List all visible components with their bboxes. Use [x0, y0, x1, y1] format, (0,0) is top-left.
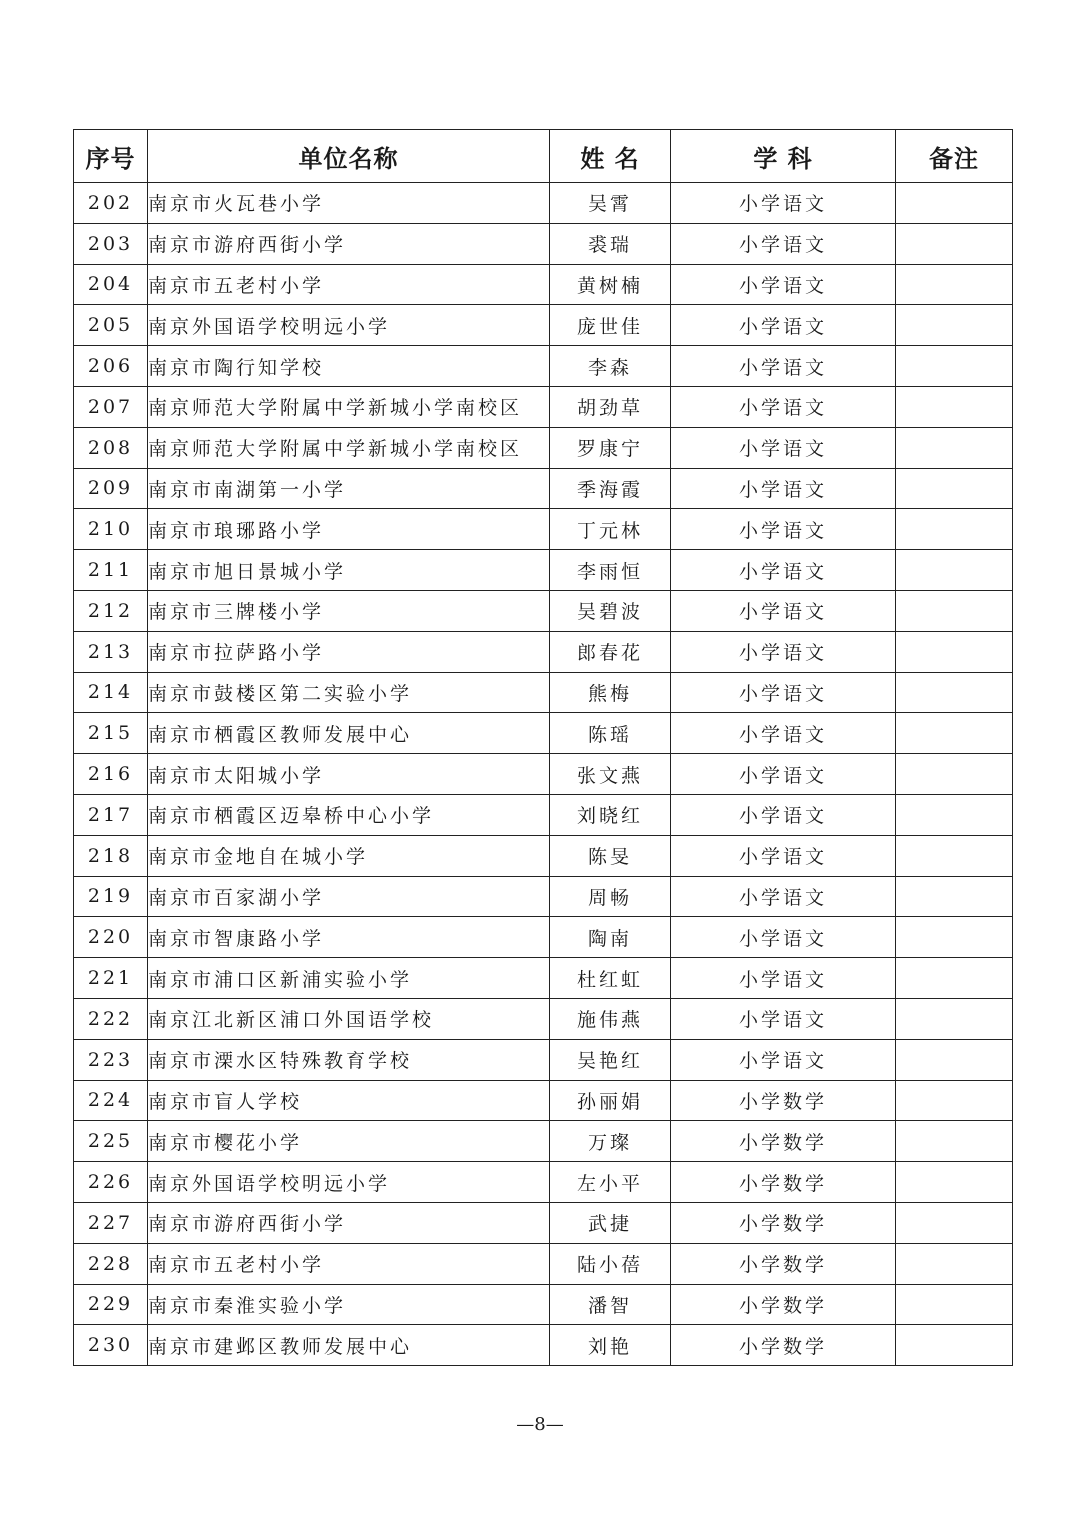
cell-serial-number: 202 — [74, 183, 148, 224]
cell-subject: 小学语文 — [671, 509, 896, 550]
cell-serial-number: 210 — [74, 509, 148, 550]
cell-person-name: 黄树楠 — [550, 264, 671, 305]
cell-subject: 小学语文 — [671, 631, 896, 672]
cell-serial-number: 216 — [74, 754, 148, 795]
roster-table — [73, 129, 1013, 1366]
cell-serial-number: 229 — [74, 1284, 148, 1325]
cell-person-name: 李森 — [550, 346, 671, 387]
table-row — [74, 1039, 1013, 1080]
page-number: —8— — [516, 1414, 564, 1435]
cell-subject: 小学数学 — [671, 1162, 896, 1203]
cell-unit-name: 南京市三牌楼小学 — [148, 590, 550, 631]
cell-unit-name: 南京市盲人学校 — [148, 1080, 550, 1121]
cell-remarks — [896, 427, 1013, 468]
cell-person-name: 刘艳 — [550, 1325, 671, 1366]
cell-person-name: 陈瑶 — [550, 713, 671, 754]
table-body — [74, 183, 1013, 1366]
cell-person-name: 庞世佳 — [550, 305, 671, 346]
cell-unit-name: 南京市鼓楼区第二实验小学 — [148, 672, 550, 713]
cell-serial-number: 203 — [74, 223, 148, 264]
cell-remarks — [896, 223, 1013, 264]
cell-serial-number: 227 — [74, 1202, 148, 1243]
cell-subject: 小学语文 — [671, 1039, 896, 1080]
cell-serial-number: 215 — [74, 713, 148, 754]
cell-unit-name: 南京市火瓦巷小学 — [148, 183, 550, 224]
cell-person-name: 裘瑞 — [550, 223, 671, 264]
cell-subject: 小学语文 — [671, 998, 896, 1039]
cell-remarks — [896, 794, 1013, 835]
cell-person-name: 潘智 — [550, 1284, 671, 1325]
table-row — [74, 835, 1013, 876]
cell-person-name: 李雨恒 — [550, 550, 671, 591]
cell-unit-name: 南京市太阳城小学 — [148, 754, 550, 795]
cell-remarks — [896, 509, 1013, 550]
cell-serial-number: 221 — [74, 958, 148, 999]
table-row — [74, 1243, 1013, 1284]
cell-subject: 小学数学 — [671, 1284, 896, 1325]
cell-serial-number: 226 — [74, 1162, 148, 1203]
table-row — [74, 590, 1013, 631]
cell-person-name: 左小平 — [550, 1162, 671, 1203]
cell-remarks — [896, 468, 1013, 509]
cell-person-name: 吴艳红 — [550, 1039, 671, 1080]
cell-subject: 小学语文 — [671, 183, 896, 224]
cell-remarks — [896, 386, 1013, 427]
cell-subject: 小学语文 — [671, 223, 896, 264]
cell-subject: 小学数学 — [671, 1243, 896, 1284]
table-row — [74, 1325, 1013, 1366]
table-row — [74, 509, 1013, 550]
cell-person-name: 武捷 — [550, 1202, 671, 1243]
table-row — [74, 346, 1013, 387]
table-row — [74, 305, 1013, 346]
cell-subject: 小学语文 — [671, 427, 896, 468]
cell-person-name: 杜红虹 — [550, 958, 671, 999]
table-row — [74, 1202, 1013, 1243]
cell-unit-name: 南京市游府西街小学 — [148, 1202, 550, 1243]
table-row — [74, 264, 1013, 305]
table-row — [74, 386, 1013, 427]
cell-person-name: 吴碧波 — [550, 590, 671, 631]
table-row — [74, 183, 1013, 224]
cell-subject: 小学语文 — [671, 468, 896, 509]
cell-person-name: 孙丽娟 — [550, 1080, 671, 1121]
cell-person-name: 刘晓红 — [550, 794, 671, 835]
cell-serial-number: 212 — [74, 590, 148, 631]
cell-remarks — [896, 1243, 1013, 1284]
cell-remarks — [896, 590, 1013, 631]
table-row — [74, 713, 1013, 754]
table-row — [74, 998, 1013, 1039]
cell-serial-number: 214 — [74, 672, 148, 713]
header-remarks: 备注 — [896, 130, 1013, 183]
cell-remarks — [896, 1080, 1013, 1121]
header-subject: 学 科 — [671, 130, 896, 183]
cell-person-name: 周畅 — [550, 876, 671, 917]
table-row — [74, 876, 1013, 917]
table-row — [74, 917, 1013, 958]
cell-remarks — [896, 183, 1013, 224]
cell-remarks — [896, 958, 1013, 999]
cell-subject: 小学语文 — [671, 550, 896, 591]
header-row — [74, 130, 1013, 183]
cell-subject: 小学语文 — [671, 754, 896, 795]
header-person-name: 姓 名 — [550, 130, 671, 183]
cell-subject: 小学语文 — [671, 305, 896, 346]
cell-remarks — [896, 550, 1013, 591]
cell-person-name: 胡劲草 — [550, 386, 671, 427]
cell-remarks — [896, 1039, 1013, 1080]
cell-person-name: 罗康宁 — [550, 427, 671, 468]
cell-subject: 小学数学 — [671, 1202, 896, 1243]
cell-person-name: 施伟燕 — [550, 998, 671, 1039]
cell-unit-name: 南京市旭日景城小学 — [148, 550, 550, 591]
cell-person-name: 陶南 — [550, 917, 671, 958]
cell-unit-name: 南京师范大学附属中学新城小学南校区 — [148, 386, 550, 427]
cell-remarks — [896, 1284, 1013, 1325]
cell-unit-name: 南京市游府西街小学 — [148, 223, 550, 264]
cell-serial-number: 220 — [74, 917, 148, 958]
cell-remarks — [896, 917, 1013, 958]
table-row — [74, 223, 1013, 264]
cell-subject: 小学语文 — [671, 264, 896, 305]
cell-unit-name: 南京市南湖第一小学 — [148, 468, 550, 509]
cell-unit-name: 南京市溧水区特殊教育学校 — [148, 1039, 550, 1080]
cell-unit-name: 南京师范大学附属中学新城小学南校区 — [148, 427, 550, 468]
cell-subject: 小学数学 — [671, 1121, 896, 1162]
cell-serial-number: 204 — [74, 264, 148, 305]
cell-serial-number: 228 — [74, 1243, 148, 1284]
cell-remarks — [896, 305, 1013, 346]
table-row — [74, 427, 1013, 468]
table-row — [74, 794, 1013, 835]
cell-unit-name: 南京市栖霞区教师发展中心 — [148, 713, 550, 754]
cell-remarks — [896, 876, 1013, 917]
cell-unit-name: 南京市智康路小学 — [148, 917, 550, 958]
cell-subject: 小学语文 — [671, 958, 896, 999]
cell-remarks — [896, 1162, 1013, 1203]
cell-remarks — [896, 835, 1013, 876]
cell-serial-number: 224 — [74, 1080, 148, 1121]
cell-unit-name: 南京市拉萨路小学 — [148, 631, 550, 672]
cell-unit-name: 南京市五老村小学 — [148, 1243, 550, 1284]
cell-unit-name: 南京市浦口区新浦实验小学 — [148, 958, 550, 999]
cell-subject: 小学语文 — [671, 672, 896, 713]
cell-remarks — [896, 998, 1013, 1039]
cell-unit-name: 南京外国语学校明远小学 — [148, 1162, 550, 1203]
cell-unit-name: 南京市建邺区教师发展中心 — [148, 1325, 550, 1366]
cell-person-name: 郎春花 — [550, 631, 671, 672]
cell-subject: 小学语文 — [671, 876, 896, 917]
cell-remarks — [896, 1121, 1013, 1162]
cell-subject: 小学数学 — [671, 1325, 896, 1366]
cell-serial-number: 217 — [74, 794, 148, 835]
cell-unit-name: 南京市栖霞区迈皋桥中心小学 — [148, 794, 550, 835]
cell-serial-number: 219 — [74, 876, 148, 917]
cell-person-name: 丁元林 — [550, 509, 671, 550]
cell-subject: 小学语文 — [671, 386, 896, 427]
cell-subject: 小学语文 — [671, 590, 896, 631]
cell-remarks — [896, 754, 1013, 795]
cell-serial-number: 222 — [74, 998, 148, 1039]
cell-serial-number: 211 — [74, 550, 148, 591]
cell-person-name: 陈旻 — [550, 835, 671, 876]
cell-serial-number: 230 — [74, 1325, 148, 1366]
cell-unit-name: 南京市琅琊路小学 — [148, 509, 550, 550]
cell-subject: 小学语文 — [671, 794, 896, 835]
table-row — [74, 1080, 1013, 1121]
cell-serial-number: 208 — [74, 427, 148, 468]
cell-subject: 小学语文 — [671, 835, 896, 876]
header-serial-number: 序号 — [74, 130, 148, 183]
cell-unit-name: 南京市陶行知学校 — [148, 346, 550, 387]
cell-serial-number: 209 — [74, 468, 148, 509]
cell-unit-name: 南京市樱花小学 — [148, 1121, 550, 1162]
table-row — [74, 550, 1013, 591]
table-row — [74, 468, 1013, 509]
cell-unit-name: 南京市百家湖小学 — [148, 876, 550, 917]
table-row — [74, 1121, 1013, 1162]
cell-serial-number: 206 — [74, 346, 148, 387]
table-row — [74, 1284, 1013, 1325]
cell-person-name: 万璨 — [550, 1121, 671, 1162]
cell-person-name: 熊梅 — [550, 672, 671, 713]
table-row — [74, 672, 1013, 713]
cell-serial-number: 223 — [74, 1039, 148, 1080]
cell-remarks — [896, 1325, 1013, 1366]
header-unit-name: 单位名称 — [148, 130, 550, 183]
cell-unit-name: 南京市金地自在城小学 — [148, 835, 550, 876]
cell-person-name: 季海霞 — [550, 468, 671, 509]
cell-unit-name: 南京市秦淮实验小学 — [148, 1284, 550, 1325]
table-row — [74, 754, 1013, 795]
table-row — [74, 631, 1013, 672]
table-row — [74, 1162, 1013, 1203]
table-header — [74, 130, 1013, 183]
cell-person-name: 张文燕 — [550, 754, 671, 795]
cell-serial-number: 205 — [74, 305, 148, 346]
cell-remarks — [896, 264, 1013, 305]
cell-unit-name: 南京外国语学校明远小学 — [148, 305, 550, 346]
table-row — [74, 958, 1013, 999]
cell-subject: 小学语文 — [671, 917, 896, 958]
cell-subject: 小学数学 — [671, 1080, 896, 1121]
cell-subject: 小学语文 — [671, 346, 896, 387]
cell-remarks — [896, 713, 1013, 754]
cell-person-name: 吴霄 — [550, 183, 671, 224]
cell-person-name: 陆小蓓 — [550, 1243, 671, 1284]
cell-serial-number: 207 — [74, 386, 148, 427]
cell-subject: 小学语文 — [671, 713, 896, 754]
cell-unit-name: 南京江北新区浦口外国语学校 — [148, 998, 550, 1039]
cell-serial-number: 218 — [74, 835, 148, 876]
cell-remarks — [896, 1202, 1013, 1243]
cell-serial-number: 225 — [74, 1121, 148, 1162]
cell-unit-name: 南京市五老村小学 — [148, 264, 550, 305]
cell-remarks — [896, 672, 1013, 713]
cell-remarks — [896, 346, 1013, 387]
cell-serial-number: 213 — [74, 631, 148, 672]
cell-remarks — [896, 631, 1013, 672]
